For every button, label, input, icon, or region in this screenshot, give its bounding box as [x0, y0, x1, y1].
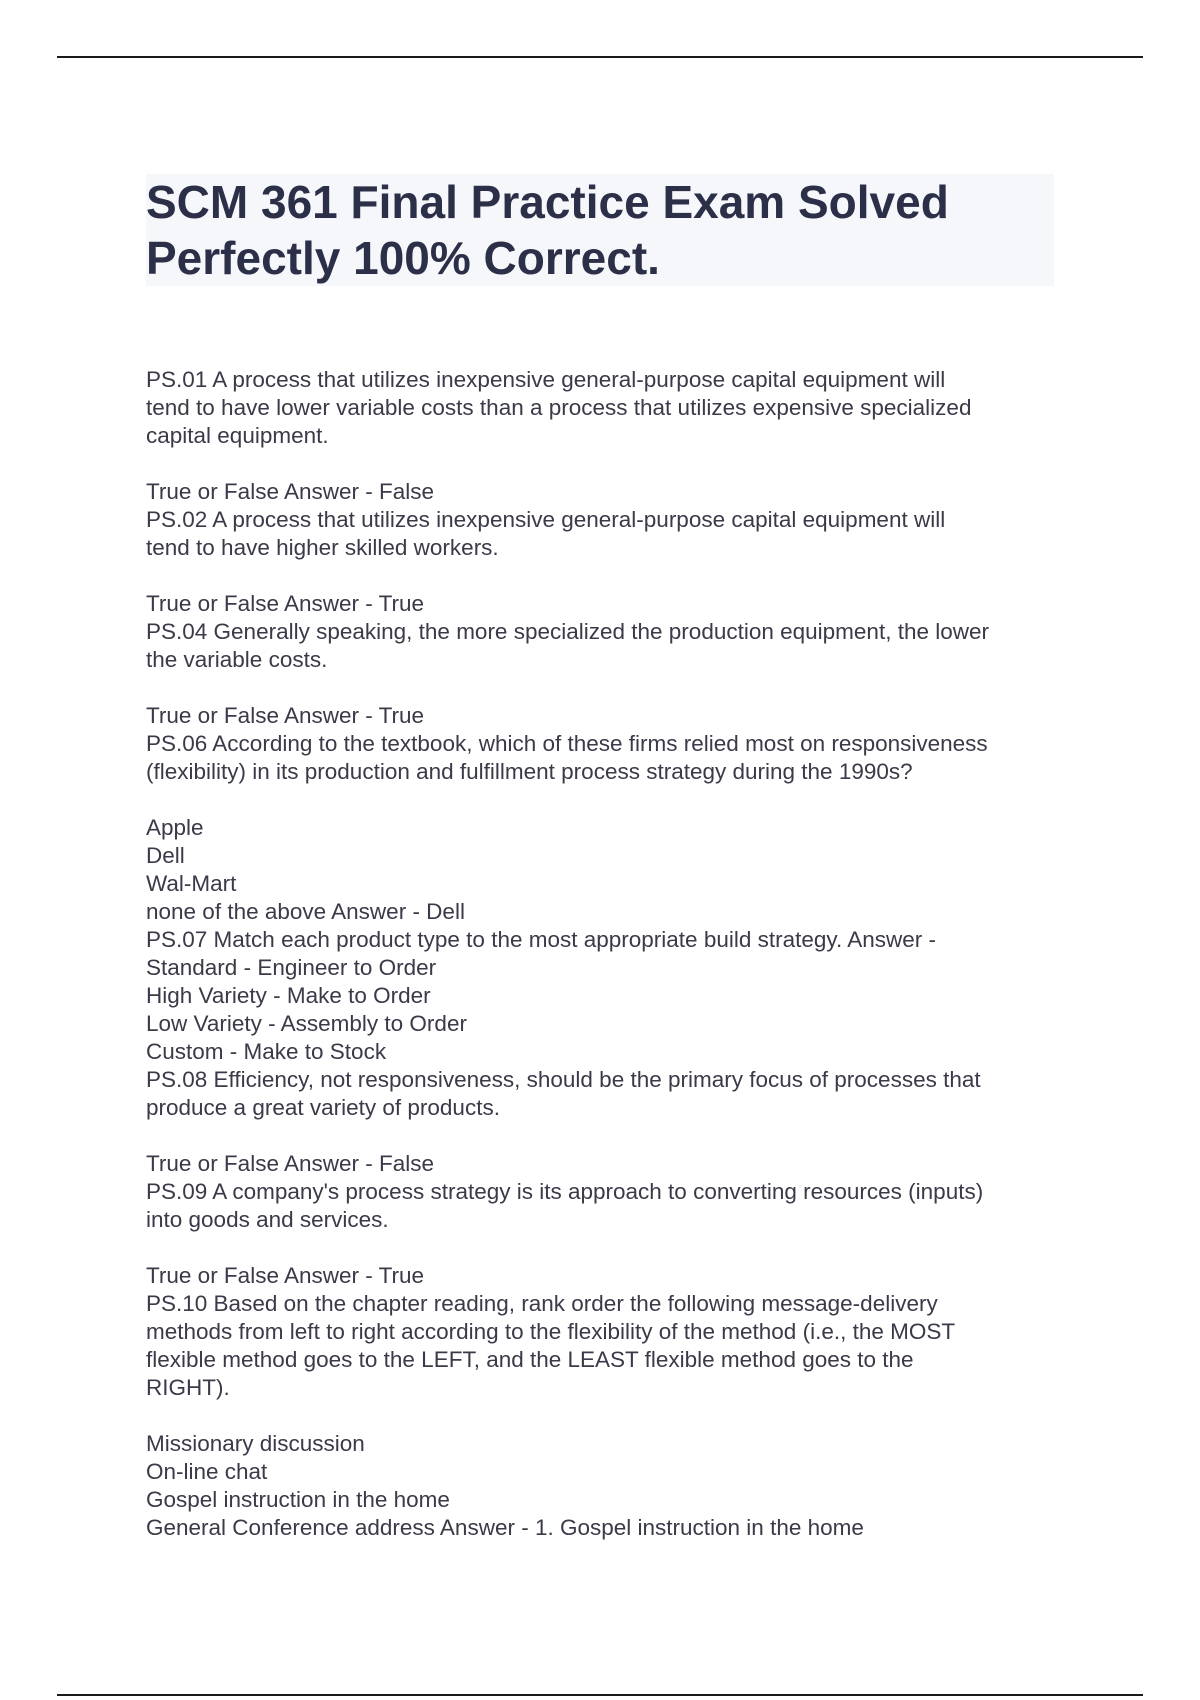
text-line: On-line chat — [146, 1459, 268, 1484]
text-line: Wal-Mart — [146, 871, 237, 896]
text-line: Dell — [146, 843, 185, 868]
text-line: True or False Answer - True — [146, 703, 425, 728]
title-line: Perfectly 100% Correct. — [146, 232, 660, 284]
document-title — [146, 174, 1054, 286]
text-line: PS.07 Match each product type to the most appropriate build strategy. Answer - — [146, 927, 937, 952]
text-line: the variable costs. — [146, 647, 328, 672]
text-line: none of the above Answer - Dell — [146, 899, 465, 924]
paragraph-gap — [146, 1122, 1066, 1150]
text-line: True or False Answer - True — [146, 591, 425, 616]
text-line: PS.01 A process that utilizes inexpensive general-purpose capital equipment will — [146, 367, 946, 392]
paragraph-gap — [146, 1234, 1066, 1262]
text-line: flexible method goes to the LEFT, and the LEAST flexible method goes to the — [146, 1347, 914, 1372]
text-line: PS.06 According to the textbook, which of these firms relied most on responsiveness — [146, 731, 988, 756]
text-line: Standard - Engineer to Order — [146, 955, 437, 980]
text-line: into goods and services. — [146, 1207, 389, 1232]
text-line: True or False Answer - False — [146, 479, 435, 504]
text-line: Gospel instruction in the home — [146, 1487, 450, 1512]
text-line: Apple — [146, 815, 204, 840]
text-line: Missionary discussion — [146, 1431, 365, 1456]
text-line: PS.09 A company's process strategy is its approach to converting resources (inputs) — [146, 1179, 984, 1204]
top-rule — [57, 56, 1143, 58]
paragraph-gap — [146, 450, 1066, 478]
bottom-rule — [57, 1694, 1143, 1696]
paragraph-gap — [146, 562, 1066, 590]
text-line: True or False Answer - False — [146, 1151, 435, 1176]
text-line: Low Variety - Assembly to Order — [146, 1011, 467, 1036]
text-line: tend to have higher skilled workers. — [146, 535, 499, 560]
text-line: High Variety - Make to Order — [146, 983, 431, 1008]
text-line: (flexibility) in its production and fulfillment process strategy during the 1990s? — [146, 759, 913, 784]
text-line: PS.10 Based on the chapter reading, rank order the following message-delivery — [146, 1291, 938, 1316]
text-line: True or False Answer - True — [146, 1263, 425, 1288]
title-line: SCM 361 Final Practice Exam Solved — [146, 176, 949, 228]
text-line: capital equipment. — [146, 423, 329, 448]
text-line: tend to have lower variable costs than a process that utilizes expensive specialized — [146, 395, 972, 420]
document-body — [146, 366, 1066, 1542]
text-line: RIGHT). — [146, 1375, 230, 1400]
paragraph-gap — [146, 1402, 1066, 1430]
text-line: PS.08 Efficiency, not responsiveness, should be the primary focus of processes that — [146, 1067, 981, 1092]
text-line: General Conference address Answer - 1. Gospel instruction in the home — [146, 1515, 864, 1540]
text-line: PS.04 Generally speaking, the more specialized the production equipment, the lower — [146, 619, 989, 644]
text-line: methods from left to right according to the flexibility of the method (i.e., the MOST — [146, 1319, 956, 1344]
text-line: PS.02 A process that utilizes inexpensive general-purpose capital equipment will — [146, 507, 946, 532]
text-line: Custom - Make to Stock — [146, 1039, 387, 1064]
paragraph-gap — [146, 674, 1066, 702]
text-line: produce a great variety of products. — [146, 1095, 500, 1120]
paragraph-gap — [146, 786, 1066, 814]
